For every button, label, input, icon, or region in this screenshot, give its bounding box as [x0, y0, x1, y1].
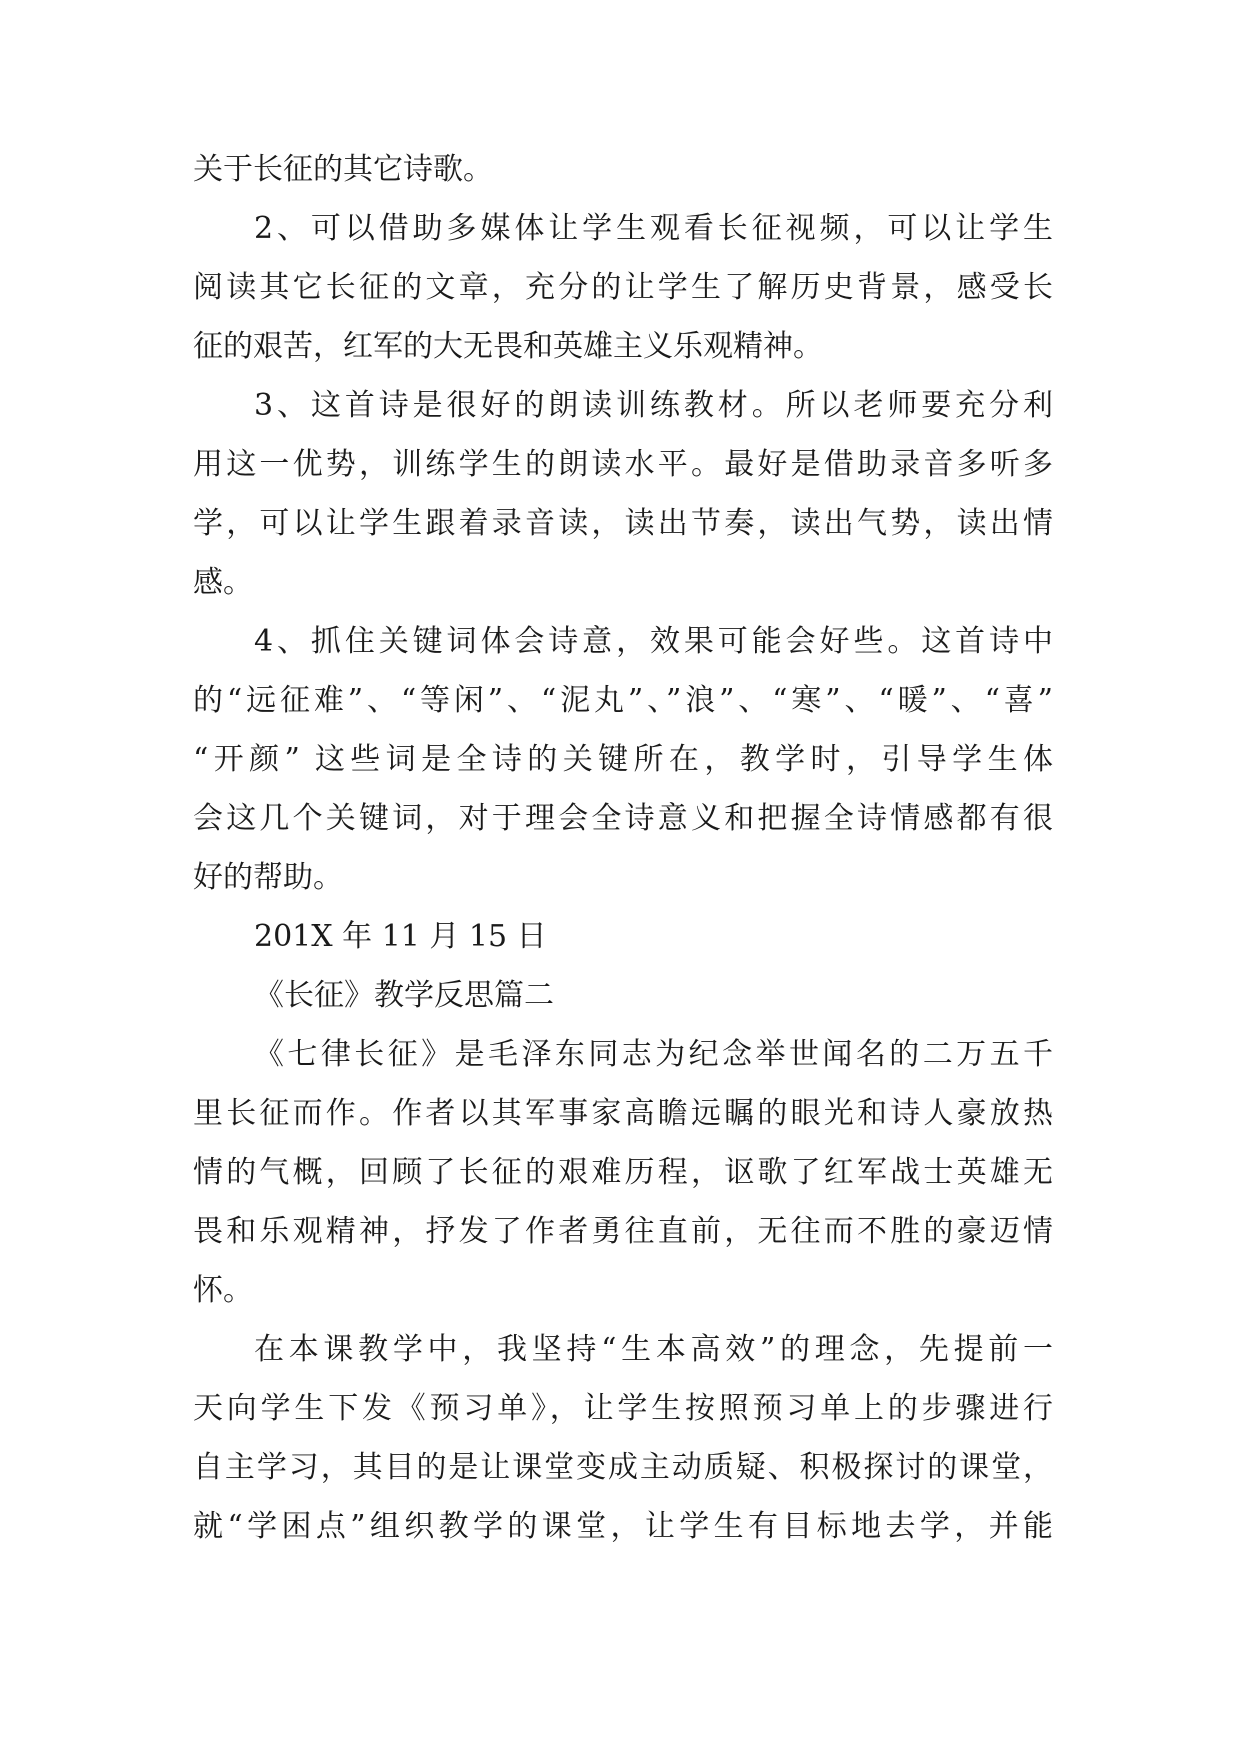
- text-line: 的“远征难”、“等闲”、“泥丸”、”浪”、“寒”、“暖”、“喜”: [193, 683, 1053, 718]
- paragraph-line: 4、抓住关键词体会诗意，效果可能会好些。这首诗中: [254, 624, 1053, 659]
- text-line: 感。: [193, 565, 253, 600]
- text-line: 情的气概，回顾了长征的艰难历程，讴歌了红军战士英雄无: [193, 1155, 1053, 1190]
- text-line: 征的艰苦，红军的大无畏和英雄主义乐观精神。: [193, 329, 823, 364]
- text-line: 会这几个关键词，对于理会全诗意义和把握全诗情感都有很: [193, 801, 1053, 836]
- text-line: “开颜” 这些词是全诗的关键所在，教学时，引导学生体: [193, 742, 1053, 777]
- text-line: 自主学习，其目的是让课堂变成主动质疑、积极探讨的课堂，: [193, 1450, 1053, 1485]
- text-line: 天向学生下发《预习单》，让学生按照预习单上的步骤进行: [193, 1391, 1053, 1426]
- section-heading: 《长征》教学反思篇二: [254, 978, 554, 1013]
- text-line: 学，可以让学生跟着录音读，读出节奏，读出气势，读出情: [193, 506, 1053, 541]
- text-line: 怀。: [193, 1273, 253, 1308]
- text-line: 畏和乐观精神，抒发了作者勇往直前，无往而不胜的豪迈情: [193, 1214, 1053, 1249]
- paragraph-line: 在本课教学中，我坚持“生本高效”的理念，先提前一: [254, 1332, 1053, 1367]
- text-line: 关于长征的其它诗歌。: [193, 152, 493, 187]
- paragraph-line: 3、这首诗是很好的朗读训练教材。所以老师要充分利: [254, 388, 1053, 423]
- text-line: 阅读其它长征的文章，充分的让学生了解历史背景，感受长: [193, 270, 1053, 305]
- text-line: 就“学困点”组织教学的课堂，让学生有目标地去学，并能: [193, 1509, 1053, 1544]
- date-line: 201X 年 11 月 15 日: [254, 919, 547, 954]
- paragraph-line: 《七律长征》是毛泽东同志为纪念举世闻名的二万五千: [254, 1037, 1053, 1072]
- text-line: 好的帮助。: [193, 860, 343, 895]
- paragraph-line: 2、可以借助多媒体让学生观看长征视频，可以让学生: [254, 211, 1053, 246]
- text-line: 里长征而作。作者以其军事家高瞻远瞩的眼光和诗人豪放热: [193, 1096, 1053, 1131]
- text-line: 用这一优势，训练学生的朗读水平。最好是借助录音多听多: [193, 447, 1053, 482]
